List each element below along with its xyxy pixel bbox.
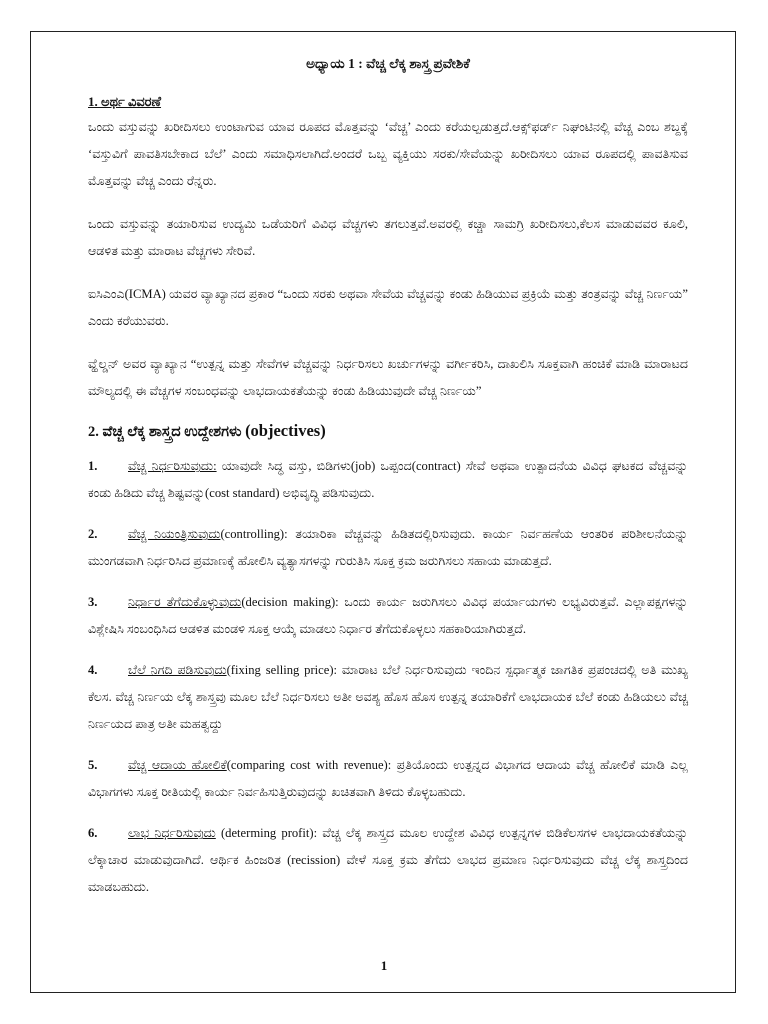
objective-text: ಯಾವುದೇ ಸಿದ್ಧ ವಸ್ತು, ಬಿಡಿಗಳು(job) ಒಪ್ಪಂದ(contract) ಸೇವೆ ಅಥವಾ ಉತ್ಪಾದನೆಯ ವಿವಿಧ ಘಟಕದ ವೆಚ್ಚವನ್ನು ಕಂಡು ಹಿಡಿದು ವೆಚ್ಚ ಶಿಷ್ಟವನ್ನು(cost standard) ಅಭಿವೃದ್ಧಿ ಪಡಿಸುವುದು. [88, 459, 689, 500]
objective-label: ವೆಚ್ಚ ನಿಯಂತ್ರಿಸುವುದು [128, 527, 221, 541]
objective-item [88, 521, 688, 575]
objective-text: (determing profit): ವೆಚ್ಚ ಲೆಕ್ಕ ಶಾಸ್ತ್ರದ ಮೂಲ ಉದ್ದೇಶ ವಿವಿಧ ಉತ್ಪನ್ನಗಳ ಬಿಡಿಕೆಲಸಗಳ ಲಾಭದಾಯಕತೆಯನ್ನು ಲೆಕ್ಕಾಚಾರ ಮಾಡುವುದಾಗಿದೆ. ಆರ್ಥಿಕ ಹಿಂಜರಿತ (recission) ವೇಳೆ ಸೂಕ್ತ ಕ್ರಮ ತೆಗೆದು ಲಾಭದ ಪ್ರಮಾಣ ನಿರ್ಧರಿಸುವುದು ವೆಚ್ಚ ಲೆಕ್ಕ ಶಾಸ್ತ್ರದಿಂದ ಮಾಡಬಹುದು. [88, 826, 688, 894]
objective-number: 5. [88, 758, 98, 772]
objective-label: ವೆಚ್ಚ ನಿರ್ಧರಿಸುವುದು: [128, 459, 217, 473]
paragraph-costs: ಒಂದು ವಸ್ತುವನ್ನು ತಯಾರಿಸುವ ಉದ್ಯಮಿ ಒಡೆಯರಿಗೆ ವಿವಿಧ ವೆಚ್ಚಗಳು ತಗಲುತ್ತವೆ.ಅವರಲ್ಲಿ ಕಚ್ಚಾ ಸಾಮಗ್ರಿ ಖರೀದಿಸಲು,ಕೆಲಸ ಮಾಡುವವರ ಕೂಲಿ, ಆಡಳಿತ ಮತ್ತು ಮಾರಾಟ ವೆಚ್ಚಗಳು ಸೇರಿವೆ. [88, 217, 688, 258]
paragraph-wheldon: ವ್ಹೆಲ್ಡನ್ ಅವರ ವ್ಯಾಖ್ಯಾನ “ಉತ್ಪನ್ನ ಮತ್ತು ಸೇವೆಗಳ ವೆಚ್ಚವನ್ನು ನಿರ್ಧರಿಸಲು ಖರ್ಚುಗಳನ್ನು ವರ್ಗೀಕರಿಸಿ, ದಾಖಲಿಸಿ ಸೂಕ್ತವಾಗಿ ಹಂಚಿಕೆ ಮಾಡಿ ಮಾರಾಟದ ಮೌಲ್ಯದಲ್ಲಿ ಈ ವೆಚ್ಚಗಳ ಸಂಬಂಧವನ್ನು ಲಾಭದಾಯಕತೆಯನ್ನು ಕಂಡು ಹಿಡಿಯುವುದೇ ವೆಚ್ಚ ನಿರ್ಣಯ” [88, 357, 688, 398]
section-2-heading [88, 421, 688, 441]
paragraph-icma: ಐಸಿಎಂಎ(ICMA) ಯವರ ವ್ಯಾಖ್ಯಾನದ ಪ್ರಕಾರ “ಒಂದು ಸರಕು ಅಥವಾ ಸೇವೆಯ ವೆಚ್ಚವನ್ನು ಕಂಡು ಹಿಡಿಯುವ ಪ್ರಕ್ರಿಯೆ ಮತ್ತು ತಂತ್ರವನ್ನು ವೆಚ್ಚ ನಿರ್ಣಯ” ಎಂದು ಕರೆಯುವರು. [88, 287, 688, 328]
objective-number: 4. [88, 663, 98, 677]
objective-text: (comparing cost with revenue): ಪ್ರತಿಯೊಂದು ಉತ್ಪನ್ನದ ವಿಭಾಗದ ಆದಾಯ ವೆಚ್ಚ ಹೋಲಿಕೆ ಮಾಡಿ ಎಲ್ಲ ವಿಭಾಗಗಳು ಸೂಕ್ತ ರೀತಿಯಲ್ಲಿ ಕಾರ್ಯ ನಿರ್ವಹಿಸುತ್ತಿರುವುದನ್ನು ಖಚಿತವಾಗಿ ತಿಳಿದು ಕೊಳ್ಳಬಹುದು. [88, 758, 688, 799]
document-body [88, 56, 688, 915]
objective-text: (fixing selling price): ಮಾರಾಟ ಬೆಲೆ ನಿರ್ಧರಿಸುವುದು ಇಂದಿನ ಸ್ಪರ್ಧಾತ್ಮಕ ಜಾಗತಿಕ ಪ್ರಪಂಚದಲ್ಲಿ ಅತಿ ಮುಖ್ಯ ಕೆಲಸ. ವೆಚ್ಚ ನಿರ್ಣಯ ಲೆಕ್ಕ ಶಾಸ್ತ್ರವು ಮೂಲ ಬೆಲೆ ನಿರ್ಧರಿಸಲು ಅತೀ ಅವಶ್ಯ ಹೊಸ ಹೊಸ ಉತ್ಪನ್ನ ತಯಾರಿಕೆಗೆ ಲಾಭದಾಯಕ ಬೆಲೆ ಕಂಡು ಹಿಡಿಯಲು ವೆಚ್ಚ ನಿರ್ಣಯದ ಪಾತ್ರ ಅತೀ ಮಹತ್ವದ್ದು [88, 663, 689, 731]
page-number: 1 [380, 958, 388, 973]
chapter-title: ಅಧ್ಯಾಯ 1 : ವೆಚ್ಚ ಲೆಕ್ಕ ಶಾಸ್ತ್ರ ಪ್ರವೇಶಿಕೆ [306, 56, 470, 71]
objective-number: 6. [88, 826, 98, 840]
objective-item [88, 589, 688, 643]
objective-label: ವೆಚ್ಚ ಆದಾಯ ಹೋಲಿಕೆ [128, 758, 227, 772]
objective-label: ನಿರ್ಧಾರ ತೆಗೆದುಕೊಳ್ಳುವುದು [128, 595, 242, 609]
objective-item [88, 453, 688, 507]
objective-item [88, 820, 688, 901]
objective-text: (controlling): ತಯಾರಿಕಾ ವೆಚ್ಚವನ್ನು ಹಿಡಿತದಲ್ಲಿರಿಸುವುದು. ಕಾರ್ಯ ನಿರ್ವಹಣೆಯ ಆಂತರಿಕ ಪರಿಶೀಲನೆಯನ್ನು ಮುಂಗಡವಾಗಿ ನಿರ್ಧರಿಸಿದ ಪ್ರಮಾಣಕ್ಕೆ ಹೋಲಿಸಿ ವ್ಯತ್ಯಾಸಗಳನ್ನು ಗುರುತಿಸಿ ಸೂಕ್ತ ಕ್ರಮ ಜರುಗಿಸಲು ಸಹಾಯ ಮಾಡುತ್ತದೆ. [88, 527, 688, 568]
objective-number: 3. [88, 595, 98, 609]
objective-label: ಬೆಲೆ ನಿಗದಿ ಪಡಿಸುವುದು [128, 663, 227, 677]
objective-number: 2. [88, 527, 98, 541]
objective-label: ಲಾಭ ನಿರ್ಧರಿಸುವುದು [128, 826, 216, 840]
objective-item [88, 657, 688, 738]
section-1-heading: 1. ಅರ್ಥ ವಿವರಣೆ [88, 94, 162, 109]
section-2-heading-en: (objectives) [245, 421, 326, 440]
objective-number: 1. [88, 459, 98, 473]
objective-text: (decision making): ಒಂದು ಕಾರ್ಯ ಜರುಗಿಸಲು ವಿವಿಧ ಪರ್ಯಾಯಗಳು ಲಭ್ಯವಿರುತ್ತವೆ. ಎಲ್ಲಾಪಕ್ಷಗಳನ್ನು ವಿಶ್ಲೇಷಿಸಿ ಸಂಬಂಧಿಸಿದ ಆಡಳಿತ ಮಂಡಳಿ ಸೂಕ್ತ ಆಯ್ಕೆ ಮಾಡಲು ನಿರ್ಧಾರ ತೆಗೆದುಕೊಳ್ಳಲು ಸಹಕಾರಿಯಾಗಿರುತ್ತದೆ. [88, 595, 688, 636]
section-2-heading-kn: 2. ವೆಚ್ಚ ಲೆಕ್ಕ ಶಾಸ್ತ್ರದ ಉದ್ದೇಶಗಳು [88, 424, 242, 440]
objective-item [88, 752, 688, 806]
paragraph-definition: ಒಂದು ವಸ್ತುವನ್ನು ಖರೀದಿಸಲು ಉಂಟಾಗುವ ಯಾವ ರೂಪದ ಮೊತ್ತವನ್ನು ‘ವೆಚ್ಚ’ ಎಂದು ಕರೆಯಲ್ಪಡುತ್ತದೆ.ಆಕ್ಸ್‌ಫರ್ಡ್ ನಿಘಂಟಿನಲ್ಲಿ ವೆಚ್ಚ ಎಂಬ ಶಬ್ದಕ್ಕೆ ‘ವಸ್ತುವಿಗೆ ಪಾವತಿಸಬೇಕಾದ ಬೆಲೆ’ ಎಂದು ಸಮಾಧಿಸಲಾಗಿದೆ.ಅಂದರೆ ಒಬ್ಬ ವ್ಯಕ್ತಿಯು ಸರಕು/ಸೇವೆಯನ್ನು ಖರೀದಿಸಲು ಯಾವ ರೂಪದಲ್ಲಿ ಪಾವತಿಸುವ ಮೊತ್ತವನ್ನು ವೆಚ್ಚ ಎಂದು ರೆನ್ನರು. [88, 120, 688, 188]
